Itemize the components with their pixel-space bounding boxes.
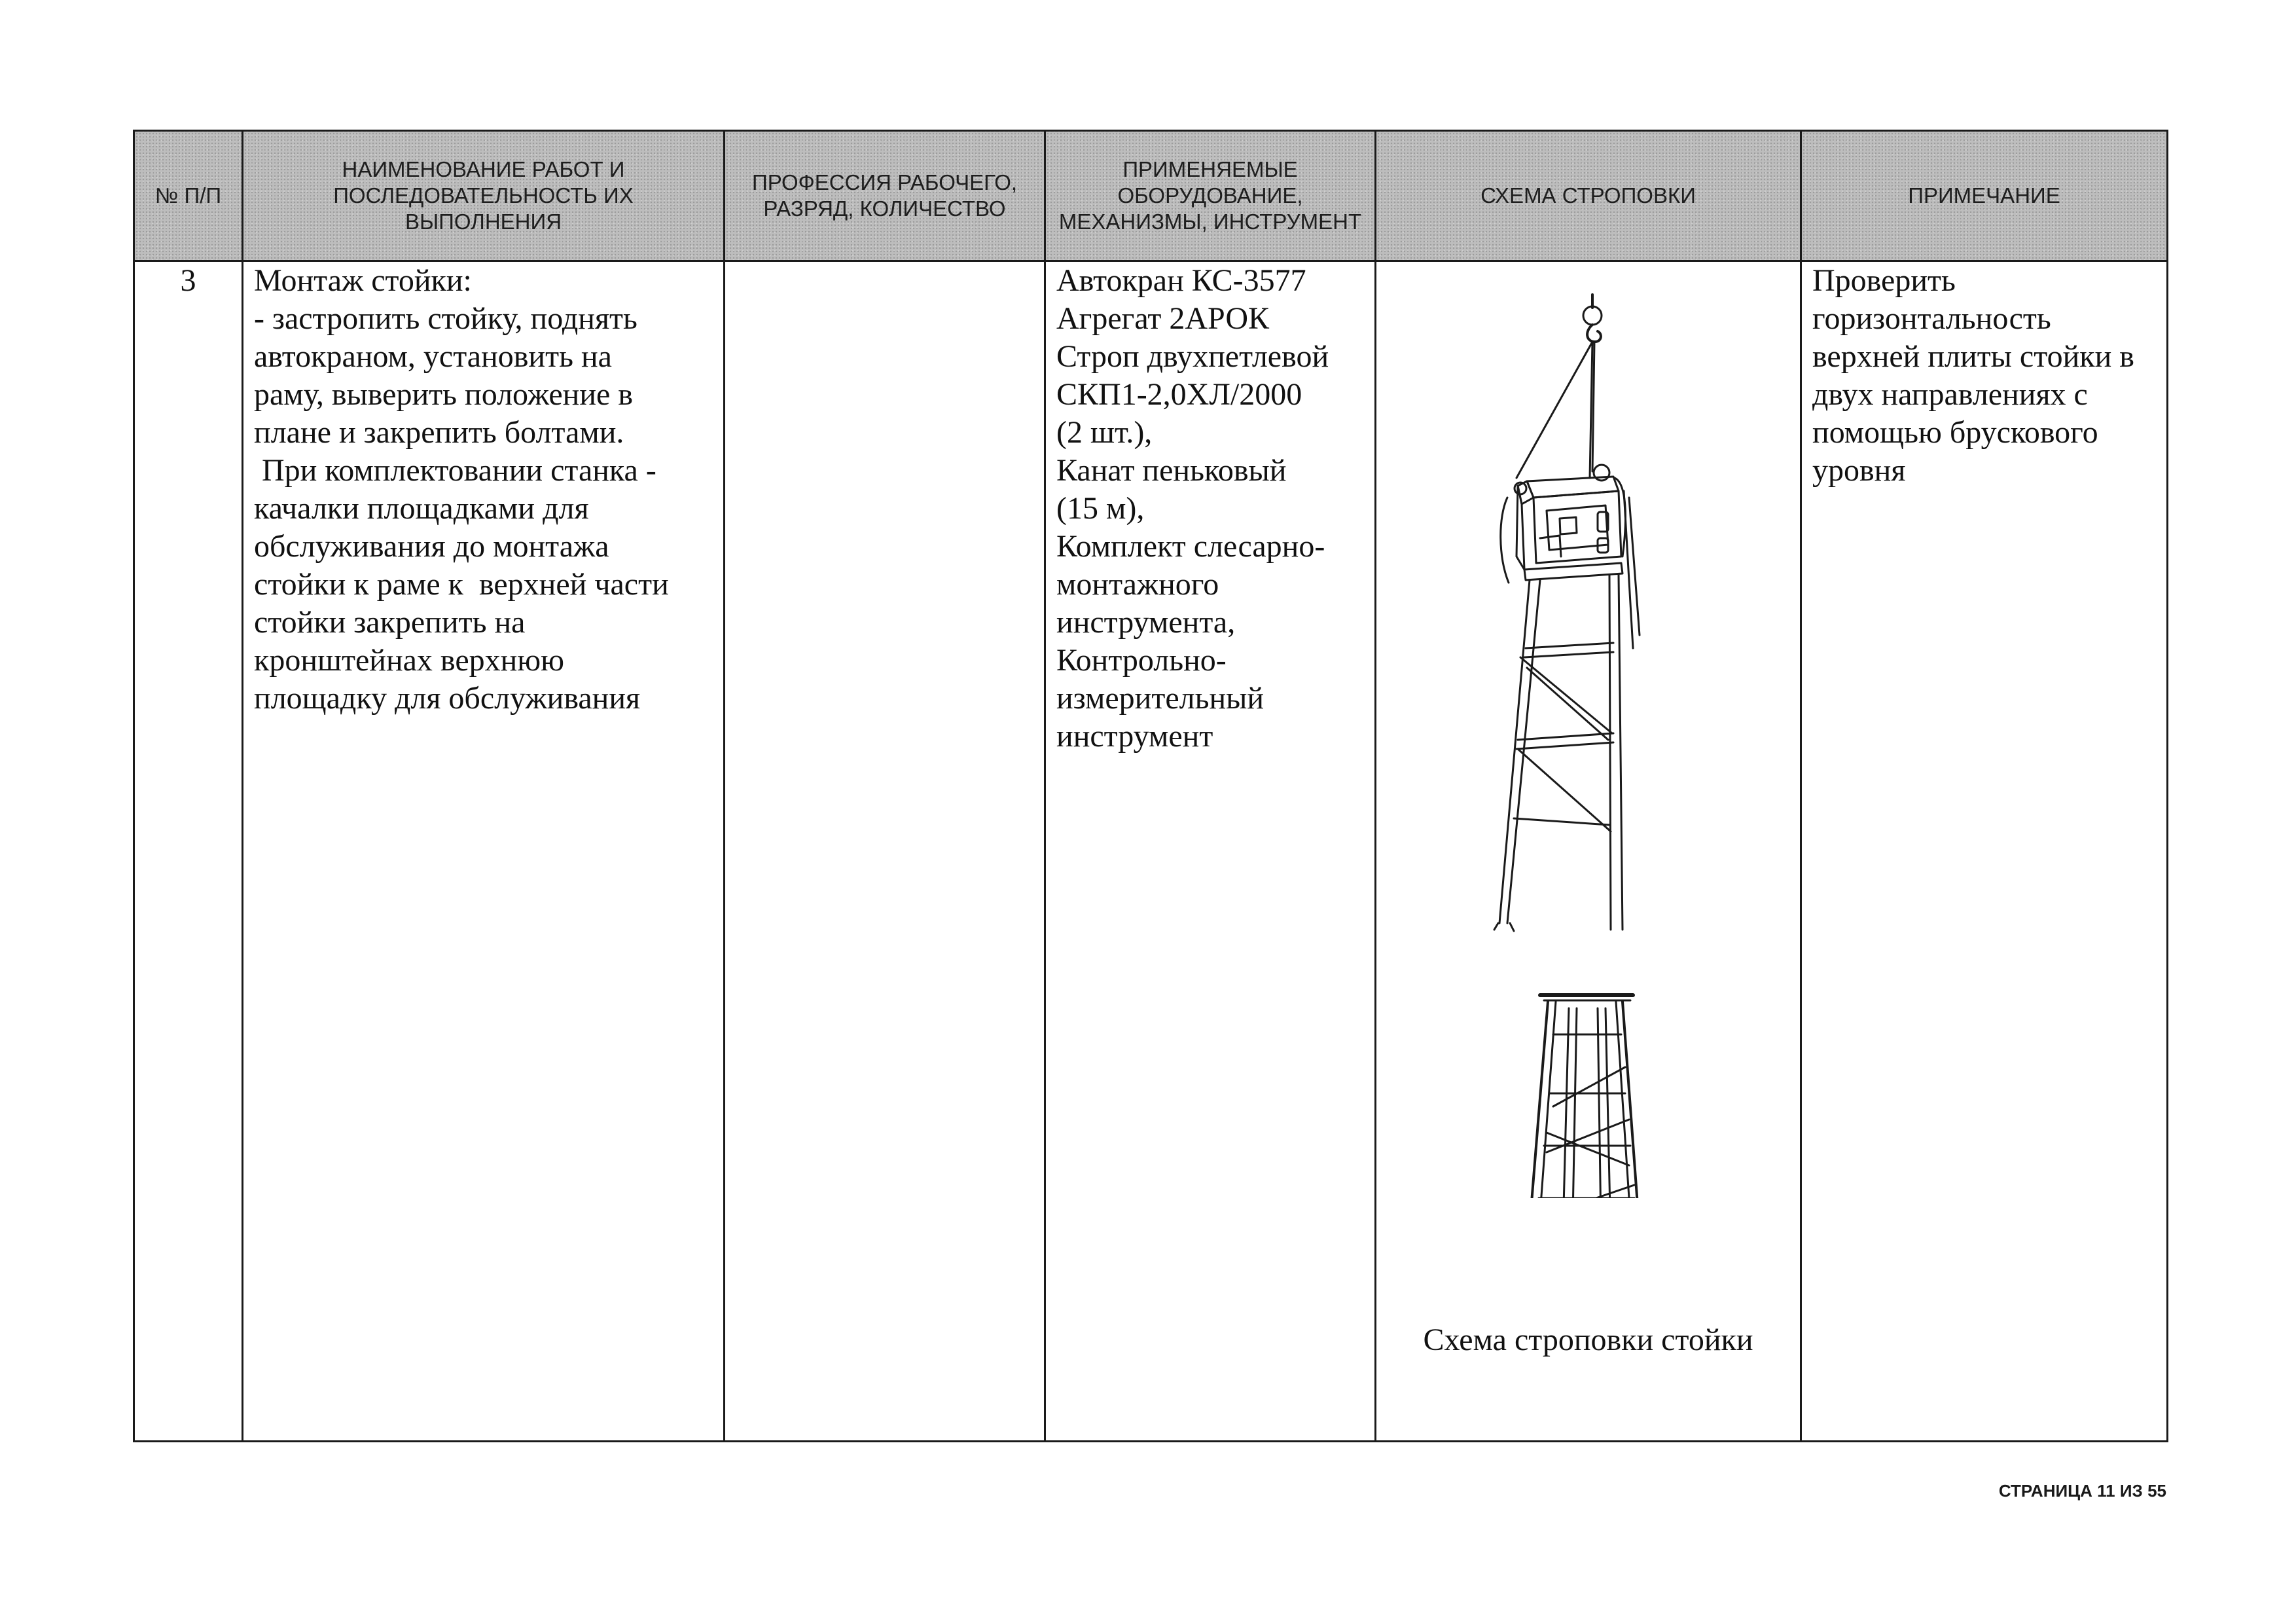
slinging-scheme-drawing: [1462, 282, 1710, 1198]
note-line: Проверить: [1812, 263, 1956, 298]
equipment-line: Канат пеньковый: [1056, 453, 1287, 488]
note-line: помощью брускового: [1812, 415, 2098, 450]
work-line: площадку для обслуживания: [254, 681, 641, 716]
work-line: обслуживания до монтажа: [254, 529, 609, 564]
row-number: 3: [134, 261, 243, 1442]
equipment-line: инструмента,: [1056, 605, 1236, 640]
equipment-line: монтажного: [1056, 567, 1219, 602]
equipment-cell: [1045, 261, 1376, 1442]
equipment-line: измерительный: [1056, 681, 1265, 716]
equipment-line: Контрольно-: [1056, 643, 1227, 678]
equipment-line: СКП1-2,0ХЛ/2000: [1056, 377, 1302, 412]
note-line: двух направлениях с: [1812, 377, 2088, 412]
equipment-line: (15 м),: [1056, 491, 1145, 526]
work-line: автокраном, установить на: [254, 339, 612, 374]
lifted-stand-figure: [1494, 295, 1640, 931]
work-line: кронштейнах верхнюю: [254, 643, 565, 678]
equipment-line: Автокран КС-3577: [1056, 263, 1306, 298]
work-line: качалки площадками для: [254, 491, 589, 526]
table-header-row: [134, 131, 2168, 261]
installed-stand-figure: [1511, 995, 1660, 1198]
header-work-name: НАИМЕНОВАНИЕ РАБОТ И ПОСЛЕДОВАТЕЛЬНОСТЬ ИХ ВЫПОЛНЕНИЯ: [243, 131, 725, 261]
equipment-line: Комплект слесарно-: [1056, 529, 1325, 564]
profession-cell: [725, 261, 1045, 1442]
equipment-line: Строп двухпетлевой: [1056, 339, 1329, 374]
slinging-scheme-cell: [1376, 261, 1801, 1442]
work-line: стойки закрепить на: [254, 605, 526, 640]
header-profession: ПРОФЕССИЯ РАБОЧЕГО, РАЗРЯД, КОЛИЧЕСТВО: [725, 131, 1045, 261]
equipment-line: (2 шт.),: [1056, 415, 1153, 450]
work-line: стойки к раме к верхней части: [254, 567, 669, 602]
header-equipment: ПРИМЕНЯЕМЫЕ ОБОРУДОВАНИЕ, МЕХАНИЗМЫ, ИНСТРУМЕНТ: [1045, 131, 1376, 261]
work-description-cell: [243, 261, 725, 1442]
work-table: [133, 130, 2168, 1442]
schema-caption: Схема строповки стойки: [1423, 1322, 1753, 1357]
note-line: горизонтальность: [1812, 301, 2051, 336]
header-number: № П/П: [134, 131, 243, 261]
equipment-line: инструмент: [1056, 719, 1213, 754]
work-line: Монтаж стойки:: [254, 263, 472, 298]
work-line: - застропить стойку, поднять: [254, 301, 637, 336]
table-row: [134, 261, 2168, 1442]
equipment-line: Агрегат 2АРОК: [1056, 301, 1270, 336]
note-line: уровня: [1812, 453, 1906, 488]
header-slinging-scheme: СХЕМА СТРОПОВКИ: [1376, 131, 1801, 261]
header-note: ПРИМЕЧАНИЕ: [1801, 131, 2168, 261]
note-line: верхней плиты стойки в: [1812, 339, 2134, 374]
note-cell: [1801, 261, 2168, 1442]
work-line: раму, выверить положение в: [254, 377, 634, 412]
work-line: плане и закрепить болтами.: [254, 415, 624, 450]
work-line: При комплектовании станка -: [254, 453, 656, 488]
page-number: СТРАНИЦА 11 ИЗ 55: [1998, 1481, 2166, 1501]
